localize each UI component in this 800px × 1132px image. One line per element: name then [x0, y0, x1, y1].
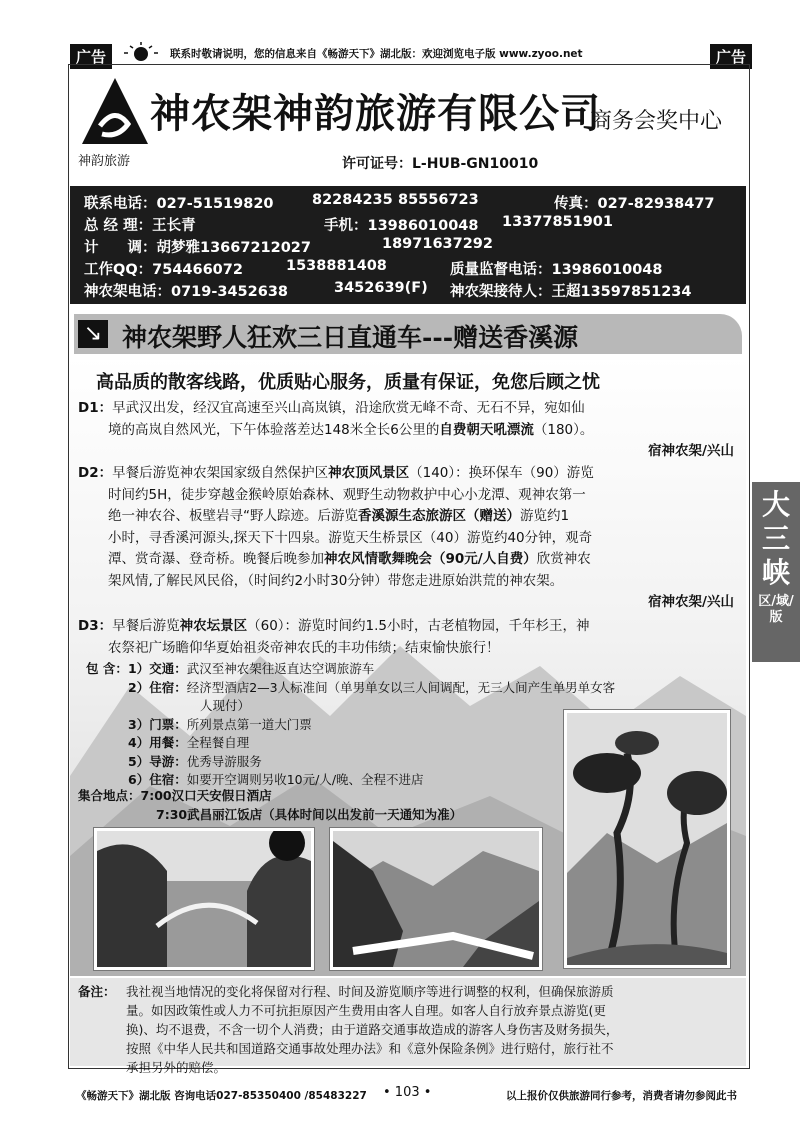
company-name: 神农架神韵旅游有限公司	[150, 91, 601, 137]
manager-mobile-2: 13377851901	[502, 214, 613, 230]
day-3-line-1c: （60）：游览时间约1.5小时，古老植物园，千年杉王，神	[247, 618, 590, 634]
include-2-value-cont: 人现付）	[200, 698, 251, 713]
contact-block	[70, 186, 746, 304]
include-6-value: 如要开空调则另收10元/人/晚、全程不进店	[186, 772, 424, 787]
snj-receiver: 神农架接待人：王超13597851234	[450, 284, 692, 300]
page-number: • 103 •	[383, 1085, 432, 1100]
day-2-line-2: 时间约5H，徒步穿越金猴岭原始森林、观野生动物救护中心小龙潭、观神农第一	[108, 486, 586, 503]
manager: 总 经 理：王长青	[84, 218, 196, 234]
day-3-line-2: 农祭祀广场瞻仰华夏始祖炎帝神农氏的丰功伟绩；结束愉快旅行！	[108, 639, 500, 656]
top-info-line: 联系时敬请说明，您的信息来自《畅游天下》湖北版：欢迎浏览电子版 www.zyoo.net	[170, 48, 583, 60]
note-line-1: 我社视当地情况的变化将保留对行程、时间及游览顺序等进行调整的权利，但确保旅游质	[126, 984, 614, 999]
day-2-line-3: 绝一神农谷、板壁岩寻“野人踪迹。后游览	[108, 508, 358, 524]
day-1-rafting: 自费朝天吼漂流	[439, 421, 534, 438]
phone-main: 联系电话：027-51519820	[84, 196, 274, 212]
day-2-label: D2：	[78, 465, 113, 481]
include-3-key: 3）门票：	[128, 716, 187, 732]
gather-a: 7:00汉口天安假日酒店	[140, 788, 272, 803]
include-2-key: 2）住宿：	[128, 679, 187, 695]
planner: 计 调：胡梦雅13667212027	[84, 240, 311, 256]
day-1	[78, 398, 738, 463]
footer-left: 《畅游天下》湖北版 咨询电话027-85350400 /85483227	[76, 1090, 367, 1102]
gather-point	[78, 787, 462, 824]
include-2-value: 经济型酒店2—3人标准间（单男单女以三人间调配，无三人间产生单男单女客	[186, 679, 616, 695]
publisher-logo-icon	[118, 40, 164, 66]
day-2-shennongding: 神农顶风景区	[328, 465, 410, 481]
day-2-line-5a: 潭、赏奇瀑、登奇桥。晚餐后晚参加	[108, 551, 324, 567]
phone-3: 85556723	[398, 192, 479, 208]
region-tab-sub: 区/域/版	[758, 594, 794, 625]
company-subtitle: 商务会奖中心	[590, 109, 723, 134]
snj-phone: 神农架电话：0719-3452638	[84, 284, 288, 300]
day-1-line-2c: （180）。	[533, 421, 594, 438]
note-line-5: 承担另外的赔偿。	[126, 1060, 227, 1075]
footer-right: 以上报价仅供旅游同行参考，消费者请勿参阅此书	[506, 1090, 737, 1102]
day-2-line-3c: 游览约1	[520, 508, 570, 524]
fax: 传真：027-82938477	[554, 196, 715, 212]
planner-mobile-2: 18971637292	[382, 236, 493, 252]
bridge-photo	[94, 828, 314, 970]
arrow-icon: ↘	[78, 320, 108, 348]
include-5-key: 5）导游：	[128, 753, 187, 769]
include-5-value: 优秀导游服务	[186, 753, 262, 769]
gather-label: 集合地点：	[78, 788, 141, 803]
quality-phone: 质量监督电话：13986010048	[450, 262, 663, 278]
day-2	[78, 463, 738, 614]
day-1-line-1: 早武汉出发，经汉宜高速至兴山高岚镇，沿途欣赏无峰不奇、无石不异，宛如仙	[112, 400, 585, 416]
day-3	[78, 616, 738, 659]
ad-tag-left: 广告	[70, 44, 112, 69]
slogan: 高品质的散客线路，优质贴心服务，质量有保证，免您后顾之忧	[96, 372, 600, 393]
note-line-2: 量。如因政策性或人力不可抗拒原因产生费用由客人自理。如客人自行放弃景点游览(更	[126, 1003, 606, 1018]
region-tab-title: 大三峡	[761, 488, 790, 589]
manager-mobile: 手机：13986010048	[324, 218, 479, 234]
include-4-key: 4）用餐：	[128, 735, 187, 750]
snj-fax: 3452639(F)	[334, 280, 428, 296]
day-2-stay: 宿神农架/兴山	[648, 594, 734, 610]
note-text	[126, 982, 742, 1077]
includes-label: 包 含：	[86, 661, 128, 676]
phone-2: 82284235	[312, 192, 393, 208]
note-line-3: 换)、均不退费，不含一切个人消费；由于道路交通事故造成的游客人身伤害及财务损失，	[126, 1022, 619, 1037]
day-2-line-1a: 早餐后游览神农架国家级自然保护区	[112, 465, 329, 481]
day-3-line-1a: 早餐后游览	[112, 618, 180, 634]
day-1-stay: 宿神农架/兴山	[648, 443, 734, 459]
day-2-gala: 神农风情歌舞晚会（90元/人自费）	[324, 551, 537, 567]
gather-b: 7:30武昌丽江饭店（具体时间以出发前一天通知为准）	[156, 806, 463, 822]
license-number: 许可证号：L-HUB-GN10010	[342, 156, 539, 172]
day-2-line-6: 架风情,了解民风民俗，（时间约2小时30分钟）带您走进原始洪荒的神农架。	[108, 572, 564, 589]
day-2-xiangxiyuan: 香溪源生态旅游区（赠送）	[358, 508, 520, 524]
region-tab	[752, 482, 800, 662]
include-4-value: 全程餐自理	[186, 735, 250, 750]
day-2-line-5c: 欣赏神农	[536, 551, 591, 567]
pine-tree-photo	[564, 710, 730, 968]
include-3-value: 所列景点第一道大门票	[186, 716, 312, 732]
valley-photo	[330, 828, 542, 970]
work-qq-2: 1538881408	[286, 258, 387, 274]
day-3-label: D3：	[78, 618, 113, 634]
day-2-line-1c: （140）：换环保车（90）游览	[409, 465, 594, 481]
work-qq: 工作QQ：754466072	[84, 262, 243, 278]
route-title: 神农架野人狂欢三日直通车---赠送香溪源	[122, 323, 579, 352]
logo-text: 神韵旅游	[78, 154, 131, 169]
day-1-line-2a: 境的高岚自然风光，下午体验落差达148米全长6公里的	[108, 421, 440, 438]
day-3-shennongtan: 神农坛景区	[179, 618, 248, 634]
day-2-line-4: 小时，寻香溪河源头,探天下十四泉。游览天生桥景区（40）游览约40分钟，观奇	[108, 529, 593, 546]
note-label: 备注：	[78, 984, 116, 999]
include-6-key: 6）住宿：	[128, 772, 187, 787]
include-1-value: 武汉至神农架往返直达空调旅游车	[186, 661, 375, 676]
include-1-key: 1）交通：	[128, 661, 187, 676]
note-line-4: 按照《中华人民共和国道路交通事故处理办法》和《意外保险条例》进行赔付，旅行社不	[126, 1041, 614, 1056]
ad-tag-right: 广告	[710, 44, 752, 69]
day-1-label: D1：	[78, 400, 113, 416]
company-logo-icon	[80, 76, 150, 152]
